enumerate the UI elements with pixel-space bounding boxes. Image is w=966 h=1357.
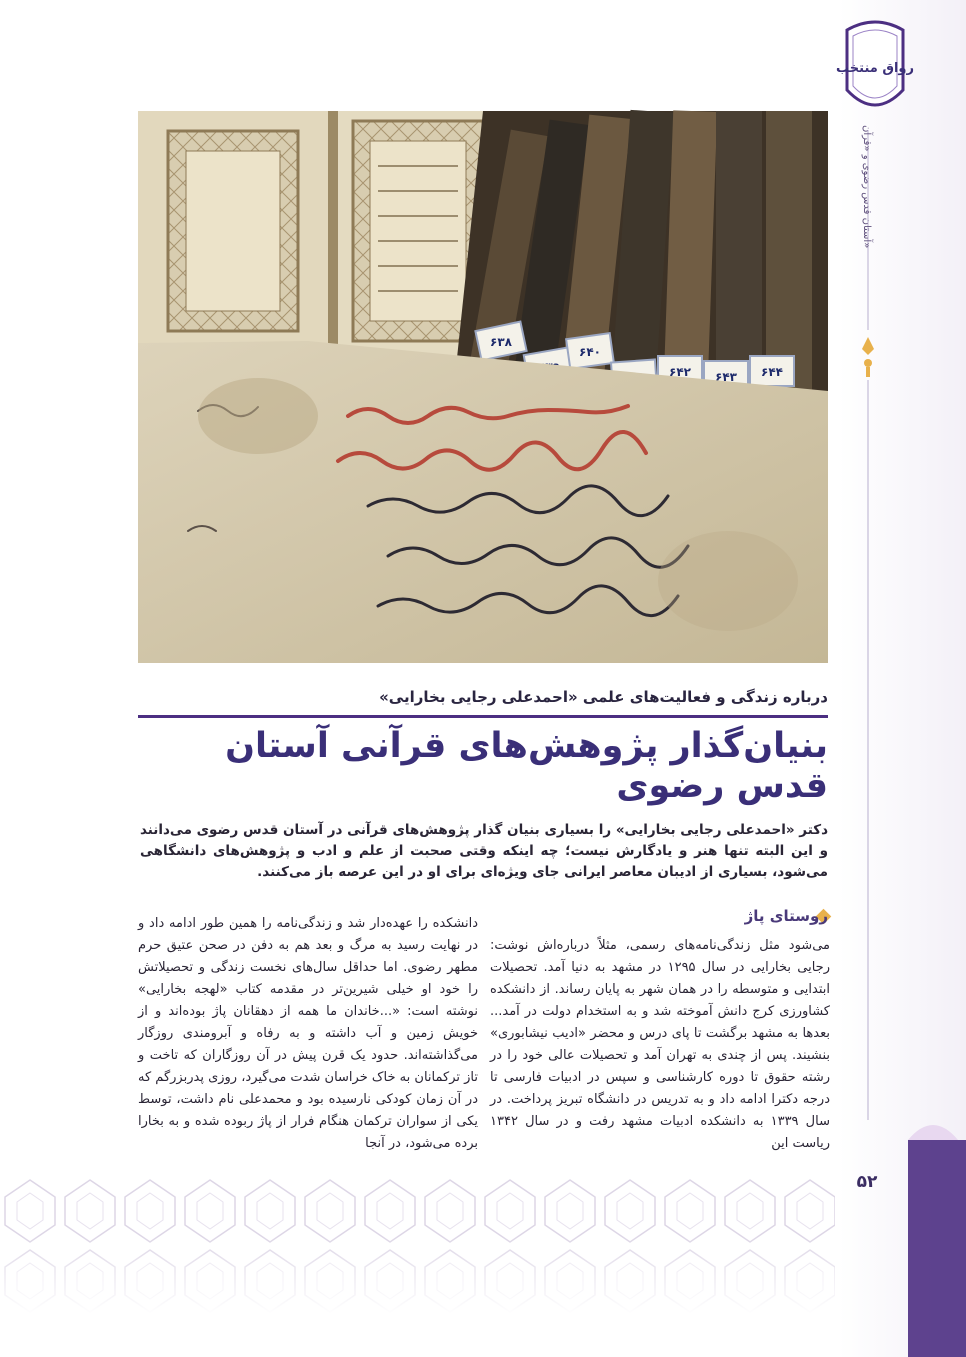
side-caption: آستان قدس رضوی و «قرآن» (861, 125, 872, 249)
logo-text: رواق منتخب (836, 61, 914, 76)
body-column-right: می‌شود مثل زندگی‌نامه‌های رسمی، مثلاً درباره‌اش نوشت: رجایی بخارایی در سال ۱۲۹۵ در مشهد به دنیا آمد. تحصیلات ابتدایی و متوسطه را در همان شهر به پایان رساند. از دانشکده کشاورزی کرج دانش آموخته شد و به استخدام دولت در آمد... بعدها به مشهد برگشت تا پای درس و محضر «ادیب نیشابوری» بنشیند. پس از چندی به تهران آمد و تحصیلات عالی خود را در رشته حقوق تا دوره کارشناسی و سپس در ادبیات فارسی تا درجه دکترا ادامه داد و به تدریس در دانشگاه تبریز پرداخت. در سال ۱۳۳۹ به دانشکده ادبیات مشهد رفت و در سال ۱۳۴۲ ریاست این (490, 938, 830, 1151)
magazine-logo (836, 20, 914, 120)
book-label: ۶۴۳ (715, 370, 737, 384)
article-intro: دکتر «احمدعلی رجایی بخارایی» را بسیاری بنیان گذار پژوهش‌های قرآنی در آستان قدس رضوی می‌دانند و این البته تنها هنر و یادگارش نیست؛ چه اینکه وقتی صحبت از علم و ادب و پژوهش‌های دانشگاهی می‌شود، بسیاری از ادیبان معاصر ایرانی جای ویژه‌ای برای او در این عرصه باز می‌کنند. (140, 822, 828, 880)
bottom-ornament-pattern (0, 1175, 835, 1315)
book-label: ۶۳۸ (490, 335, 512, 349)
book-label: ۶۴۲ (669, 365, 691, 379)
book-label: ۶۴۰ (579, 345, 601, 359)
section-heading: روستای پاژ (744, 907, 828, 925)
title-divider (138, 715, 828, 718)
manuscript-photo (138, 111, 828, 663)
body-column-left: دانشکده را عهده‌دار شد و زندگی‌نامه را همین طور ادامه داد و در نهایت رسید به مرگ و بعد هم به دفن در صحن عتیق حرم مطهر رضوی. اما حداقل سال‌های نخست زندگی و تحصیلاتش را خود او خیلی شیرین‌تر در مقدمه کتاب «لهجه بخارایی» نوشته است: «...خاندان ما همه از دهقانان پاژ بوده‌اند و از خویش زمین و آب داشته و به رفاه و آبرومندی روزگار می‌گذاشته‌اند. حدود یک قرن پیش در آن روزگاران که تاخت و تاز ترکمانان به خاک خراسان شدت می‌گیرد، روزی پدربزرگم که در آن زمان کودکی نارسیده بود و محمدعلی نام داشت، توسط یکی از سواران ترکمان هنگام فرار از پاژ ربوده شده و به بخارا برده می‌شود، در آنجا (138, 916, 478, 1151)
article-kicker: درباره زندگی و فعالیت‌های علمی «احمدعلی رجایی بخارایی» (379, 688, 828, 706)
page-number: ۵۲ (856, 1172, 878, 1192)
book-label: ۶۴۴ (761, 365, 783, 379)
article-title: بنیان‌گذار پژوهش‌های قرآنی آستان قدس رضوی (225, 726, 828, 806)
